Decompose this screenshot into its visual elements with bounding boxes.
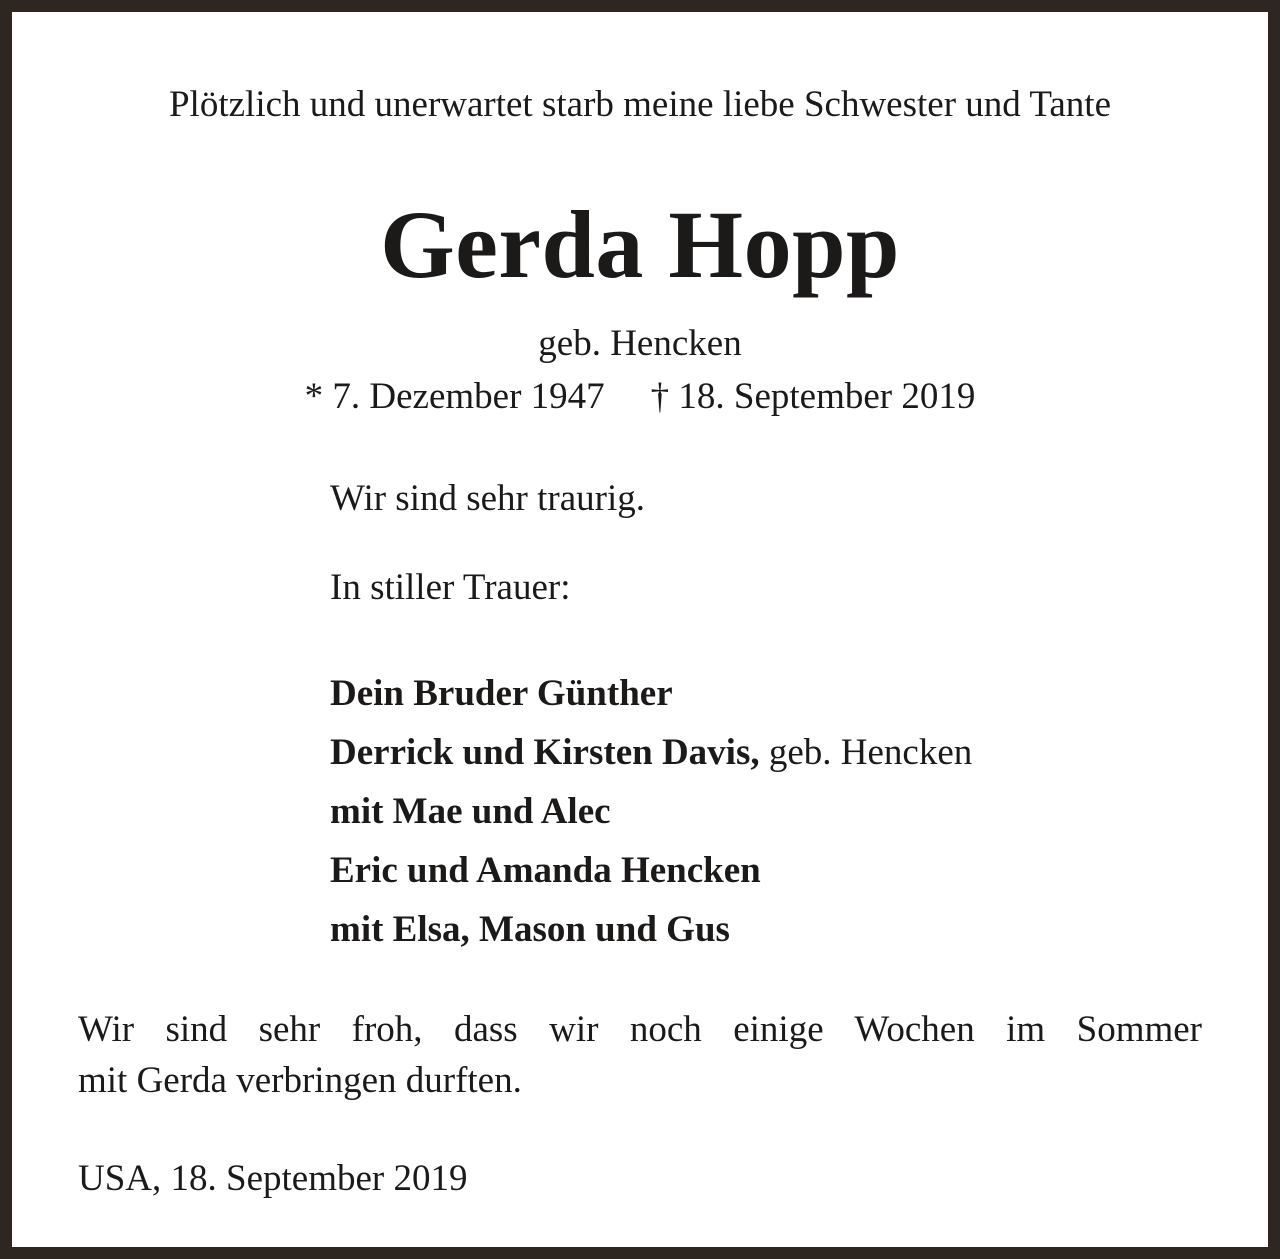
maiden-name: geb. Hencken <box>538 323 742 364</box>
mourner-entry <box>330 664 972 723</box>
deceased-name: Gerda Hopp <box>380 191 900 298</box>
mourning-heading: In stiller Trauer: <box>330 567 571 608</box>
closing-line-1: Wir sind sehr froh, dass wir noch einige Wochen im Sommer <box>78 1009 1202 1050</box>
mourner-name: mit Mae und Alec <box>330 791 611 832</box>
mourner-name: Dein Bruder Günther <box>330 673 673 714</box>
death-date: † 18. September 2019 <box>650 376 976 417</box>
mourners-list <box>330 664 972 959</box>
mourner-entry <box>330 900 972 959</box>
life-dates <box>12 374 1268 420</box>
sentiment-text: Wir sind sehr traurig. <box>330 478 645 519</box>
closing-line-2: mit Gerda verbringen durften. <box>78 1060 522 1101</box>
birth-date: * 7. Dezember 1947 <box>304 376 605 417</box>
mourner-name: Derrick und Kirsten Davis, <box>330 732 760 773</box>
mourner-suffix: geb. Hencken <box>759 732 973 773</box>
mourner-entry <box>330 723 972 782</box>
intro-text: Plötzlich und unerwartet starb meine liebe Schwester und Tante <box>168 84 1111 125</box>
closing-paragraph <box>78 1004 1202 1106</box>
mourner-entry <box>330 841 972 900</box>
mourner-name: Eric und Amanda Hencken <box>330 850 761 891</box>
mourner-entry <box>330 782 972 841</box>
place-and-date: USA, 18. September 2019 <box>78 1158 468 1199</box>
mourner-name: mit Elsa, Mason und Gus <box>330 909 730 950</box>
